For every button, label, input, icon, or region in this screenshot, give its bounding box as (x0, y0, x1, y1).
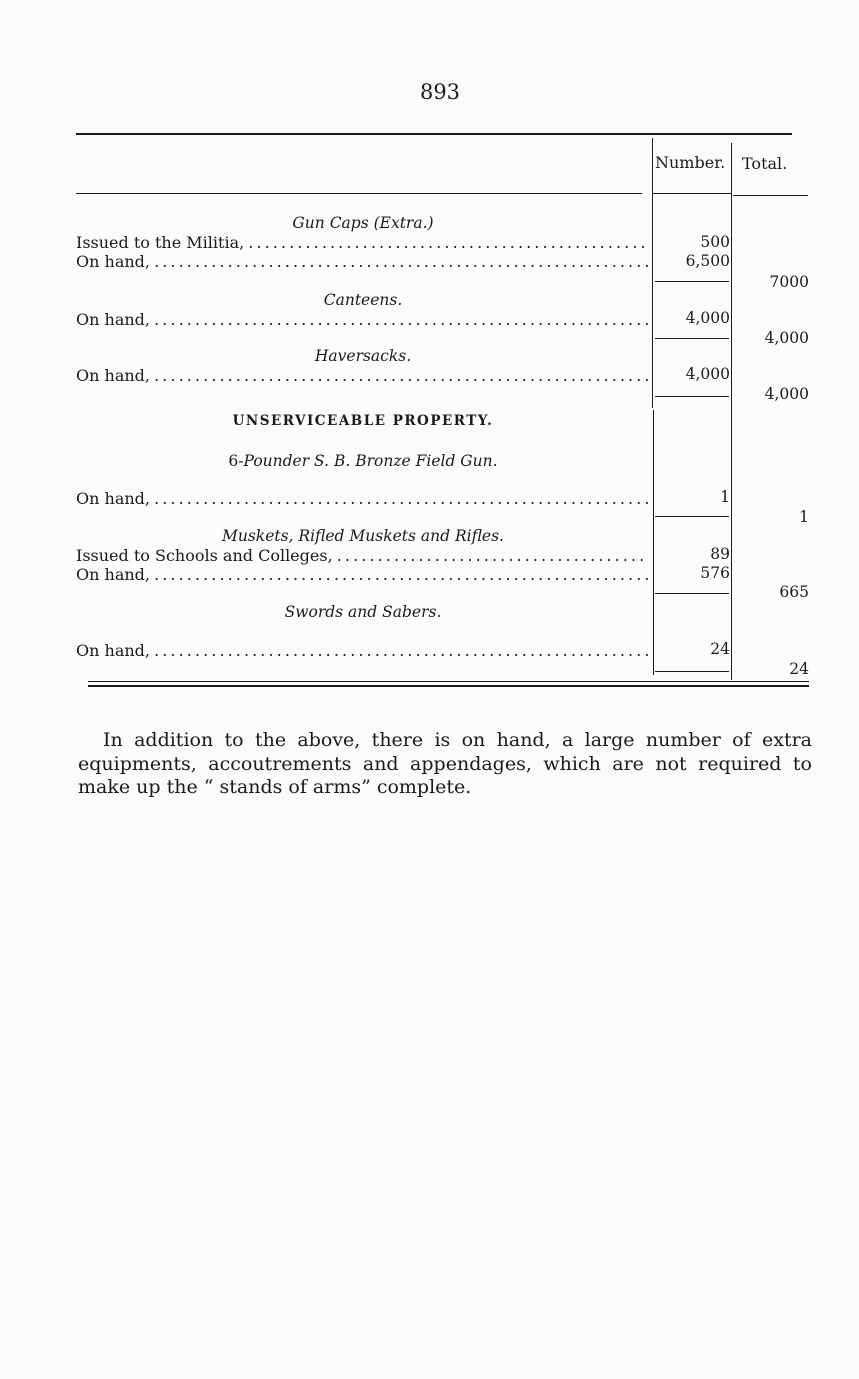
field-gun-total: 1 (799, 508, 809, 526)
total-column-header: Total. (742, 154, 788, 173)
field-gun-heading (78, 452, 648, 470)
field-gun-heading-text: Pounder S. B. Bronze Field Gun. (243, 452, 498, 470)
gun-caps-total: 7000 (769, 273, 809, 291)
muskets-on-hand-number: 576 (700, 564, 730, 582)
muskets-total: 665 (779, 583, 809, 601)
total-header-rule (733, 195, 808, 196)
closing-paragraph-text: In addition to the above, there is on hand, a large number of extra equipments, accoutrements and appendages, which are not required to make up the “ stands of arms” complete. (78, 729, 812, 798)
canteens-on-hand-number: 4,000 (685, 309, 730, 327)
haversacks-sum-rule (655, 396, 729, 397)
canteens-total: 4,000 (764, 329, 809, 347)
unserviceable-property-title: UNSERVICEABLE PROPERTY. (232, 413, 494, 429)
number-header-rule (653, 193, 731, 194)
swords-heading: Swords and Sabers. (284, 603, 442, 621)
canteens-heading: Canteens. (323, 291, 403, 309)
muskets-schools-label: Issued to Schools and Colleges, . . . (76, 546, 648, 565)
gun-caps-on-hand-label: On hand, . . . (76, 252, 648, 271)
number-column-left-rule (652, 138, 653, 408)
haversacks-on-hand-label: On hand, . . . (76, 366, 648, 385)
haversacks-total: 4,000 (764, 385, 809, 403)
gun-caps-sum-rule (655, 281, 729, 282)
page-number: 893 (419, 80, 461, 104)
haversacks-heading: Haversacks. (314, 347, 412, 365)
muskets-sum-rule (655, 593, 729, 594)
table-bottom-rule-lower (88, 685, 809, 687)
gun-caps-militia-number: 500 (700, 233, 730, 251)
table-top-rule (76, 133, 792, 135)
field-gun-on-hand-number: 1 (720, 488, 730, 506)
swords-on-hand-label: On hand, . . . (76, 641, 648, 660)
closing-paragraph (78, 729, 812, 800)
field-gun-sum-rule (655, 516, 729, 517)
swords-sum-rule (655, 671, 729, 672)
gun-caps-on-hand-number: 6,500 (685, 252, 730, 270)
gun-caps-militia-label: Issued to the Militia, . . . (76, 233, 648, 252)
haversacks-on-hand-number: 4,000 (685, 365, 730, 383)
number-column-header: Number. (655, 153, 726, 172)
canteens-sum-rule (655, 338, 729, 339)
table-bottom-rule-upper (88, 681, 809, 682)
field-gun-on-hand-label: On hand, . . . (76, 489, 648, 508)
swords-total: 24 (789, 660, 809, 678)
field-gun-heading-prefix: 6- (228, 452, 244, 470)
gun-caps-heading: Gun Caps (Extra.) (292, 214, 434, 232)
number-column-right-rule (731, 143, 732, 680)
muskets-schools-number: 89 (710, 545, 730, 563)
canteens-on-hand-label: On hand, . . . (76, 310, 648, 329)
label-header-rule (76, 193, 642, 194)
muskets-heading: Muskets, Rifled Muskets and Rifles. (222, 527, 504, 545)
muskets-on-hand-label: On hand, . . . (76, 565, 648, 584)
number-column-left-rule-lower (653, 410, 654, 675)
swords-on-hand-number: 24 (710, 640, 730, 658)
